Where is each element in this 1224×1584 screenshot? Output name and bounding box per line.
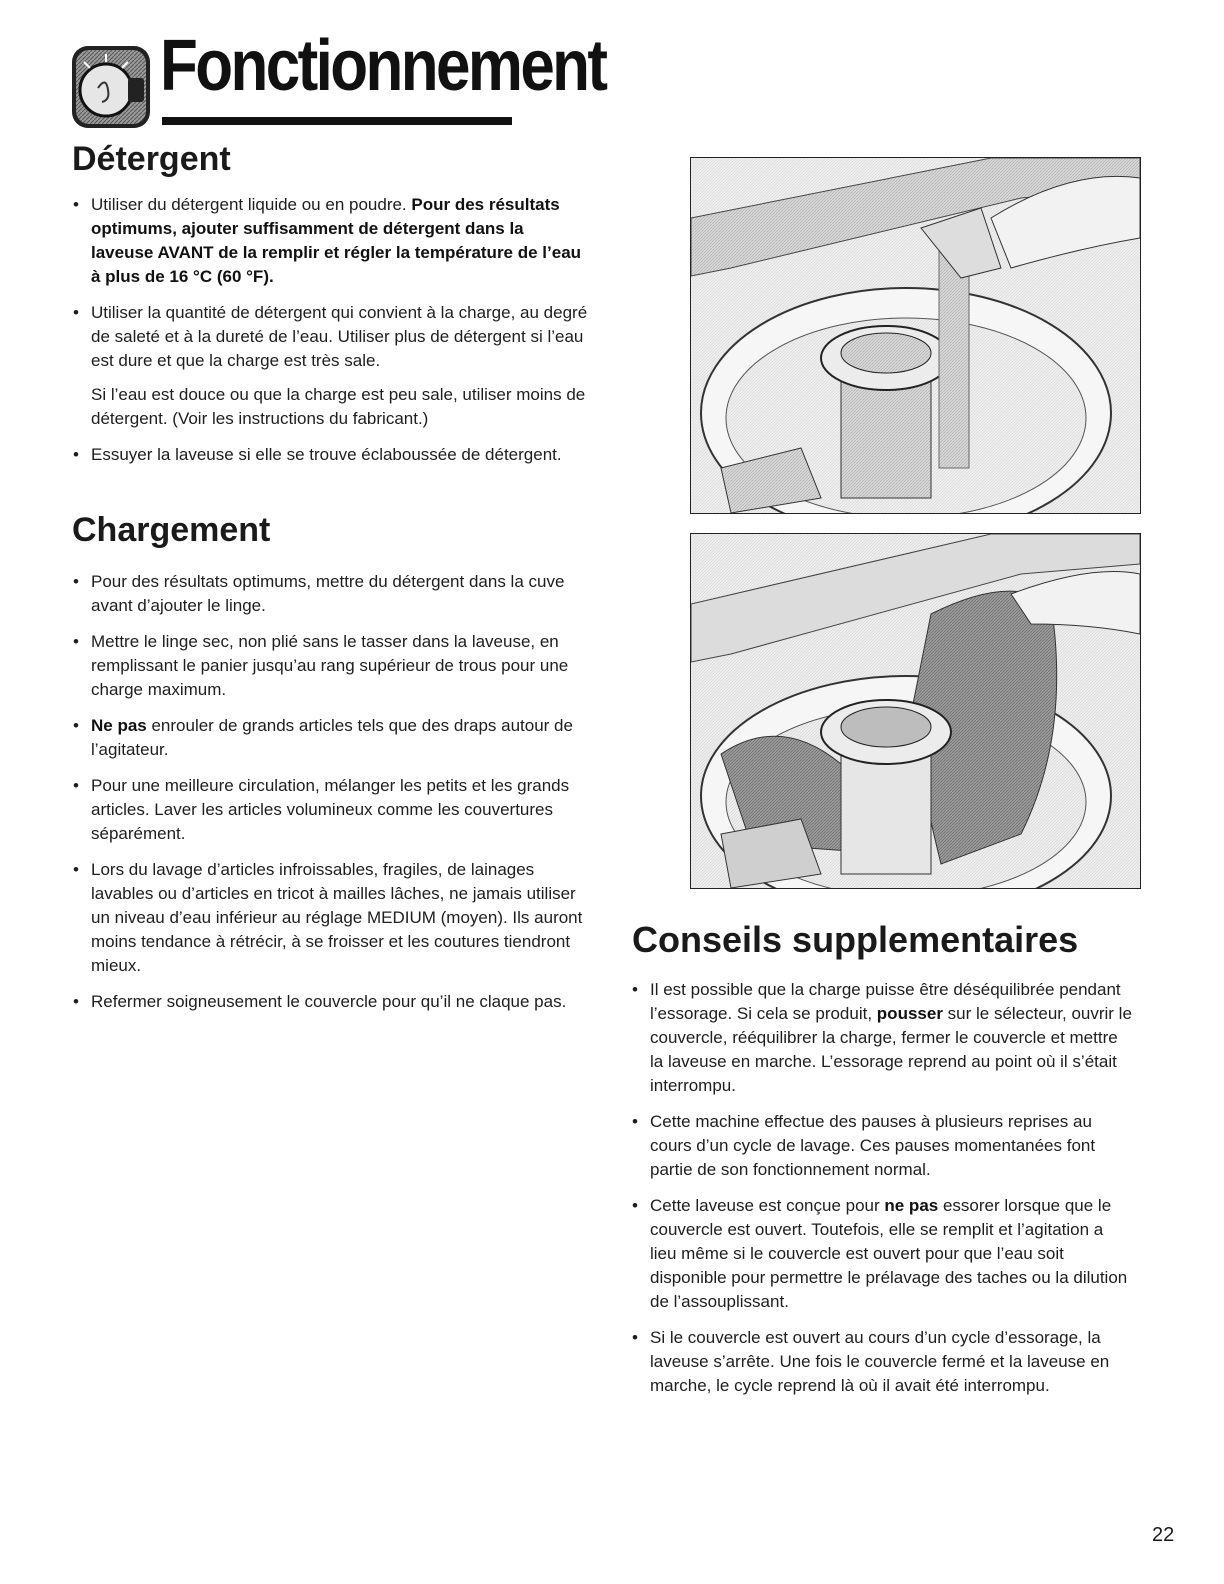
bullet: •	[632, 980, 638, 999]
chargement-list	[73, 570, 593, 1026]
list-item: • Ne pas enrouler de grands articles tels que des draps autour de l’agitateur.	[73, 716, 573, 759]
conseils-list	[632, 978, 1132, 1410]
bullet: •	[73, 860, 79, 879]
bullet: •	[73, 992, 79, 1011]
bullet: •	[73, 572, 79, 591]
list-item: • Refermer soigneusement le couvercle pour qu’il ne claque pas.	[73, 990, 593, 1014]
bullet: •	[73, 303, 79, 322]
bullet: •	[632, 1196, 638, 1215]
section-heading-detergent: Détergent	[72, 140, 231, 178]
page-title: Fonctionnement	[160, 26, 606, 106]
list-item: • Cette machine effectue des pauses à plusieurs reprises au cours d’un cycle de lavage. Ces pauses momentanées font partie de son fonctionnement normal.	[632, 1112, 1096, 1179]
bullet: •	[73, 632, 79, 651]
list-item: • Cette laveuse est conçue pour ne pas essorer lorsque que le couvercle est ouvert. Toutefois, elle se remplit et l’agitation a lieu même si le couvercle est ouvert pour que l’eau soit disponible pour permettre le prélavage des taches ou la dilution de l’assouplissant.	[632, 1196, 1128, 1311]
bullet: •	[632, 1112, 638, 1131]
bullet: •	[73, 776, 79, 795]
light-bulb-icon	[70, 44, 152, 130]
list-item: • Utiliser la quantité de détergent qui convient à la charge, au degré de saleté et à la dureté de l’eau. Utiliser plus de détergent si l’eau est dure et que la charge est très sale. Si l’eau est douce ou que la charge est peu sale, utiliser moins de détergent. (Voir les instructions du fabricant.)	[73, 303, 588, 428]
bullet: •	[73, 716, 79, 735]
page-number: 22	[1152, 1524, 1175, 1546]
detergent-list	[73, 193, 588, 479]
list-item: • Pour des résultats optimums, mettre du détergent dans la cuve avant d’ajouter le linge.	[73, 572, 565, 615]
list-item: • Essuyer la laveuse si elle se trouve éclaboussée de détergent.	[73, 443, 588, 467]
list-item: • Pour une meilleure circulation, mélanger les petits et les grands articles. Laver les articles volumineux comme les couvertures séparément.	[73, 776, 570, 843]
list-item: • Utiliser du détergent liquide ou en poudre. Pour des résultats optimums, ajouter suffisamment de détergent dans la laveuse AVANT de la remplir et régler la température de l’eau à plus de 16 °C (60 °F).	[73, 195, 582, 286]
bullet: •	[73, 445, 79, 464]
pouring-detergent-illustration	[690, 157, 1141, 514]
bullet: •	[632, 1328, 638, 1347]
list-item: • Lors du lavage d’articles infroissables, fragiles, de lainages lavables ou d’articles en tricot à mailles lâches, ne jamais utiliser un niveau d’eau inférieur au réglage MEDIUM (moyen). Ils auront moins tendance à rétrécir, à se froisser et les coutures tiendront mieux.	[73, 860, 583, 975]
bullet: •	[73, 195, 79, 214]
section-heading-chargement: Chargement	[72, 511, 271, 549]
list-item: • Il est possible que la charge puisse être déséquilibrée pendant l’essorage. Si cela se produit, pousser sur le sélecteur, ouvrir le couvercle, rééquilibrer la charge, fermer le couvercle et mettre la laveuse en marche. L’essorage reprend au point où il s’était interrompu.	[632, 980, 1132, 1095]
list-item: • Mettre le linge sec, non plié sans le tasser dans la laveuse, en remplissant le panier jusqu’au rang supérieur de trous pour une charge maximum.	[73, 632, 569, 699]
title-underline	[162, 117, 512, 125]
section-heading-conseils: Conseils supplementaires	[632, 919, 1079, 960]
list-item: • Si le couvercle est ouvert au cours d’un cycle d’essorage, la laveuse s’arrête. Une fois le couvercle fermé et la laveuse en marche, le cycle reprend là où il avait été interrompu.	[632, 1328, 1110, 1395]
loading-laundry-illustration	[690, 533, 1141, 889]
